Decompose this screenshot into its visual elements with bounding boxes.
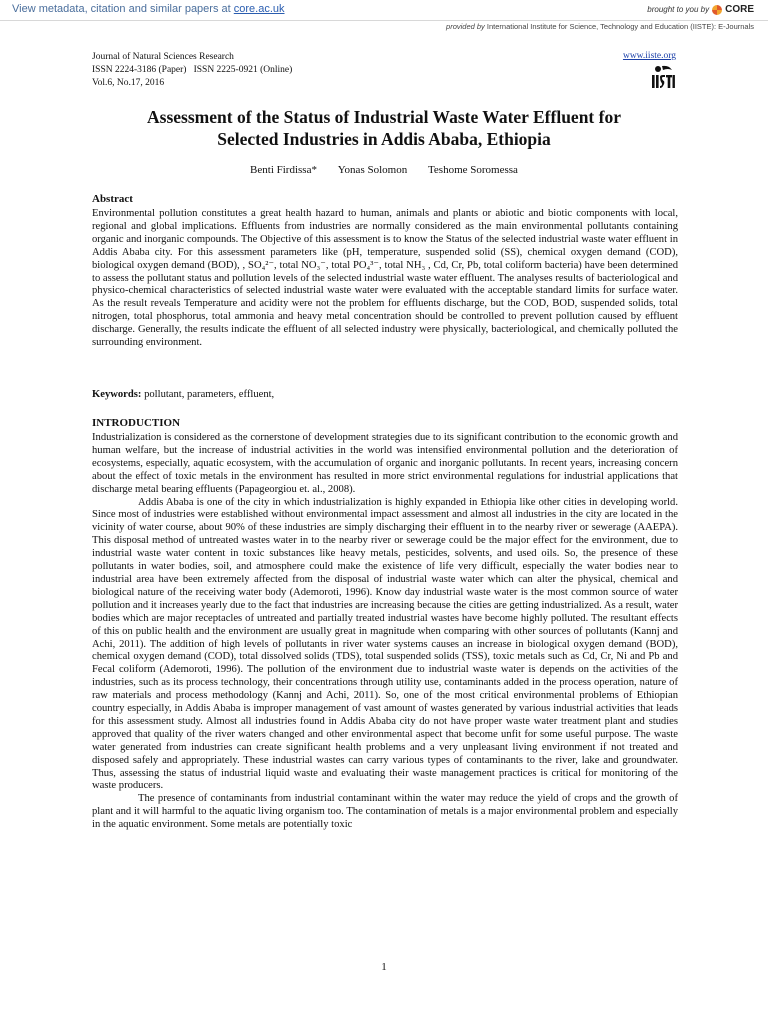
author-3: Teshome Soromessa bbox=[427, 164, 518, 176]
abstract-body: Environmental pollution constitutes a great health hazard to human, animals and plants or abiotic and biotic components with local, regional and global implications. Effluents from industries are normally considered as the main environmental pollutants containing organic and inorganic compounds. The Objective of this assessment is to know the Status of the selected industrial waste water effluent in Addis Ababa city. For this assessment parameters like (pH, temperature, suspended solid (SS), chemical oxygen demand (COD), biological oxygen demand (BOD), , SO₄²⁻, total NO₃⁻, total PO₄³⁻, total NH₃ , Cd, Cr, Pb, total coliform bacteria) have been determined to assess the pollutant status and pollution levels of the selected industrial waste water effluent. The analyses results of bacteriological and physico-chemical characteristics of selected industrial waste water were evaluated with the acceptable standard limits for surface water. As the result reveals Temperature and acidity were not the problem for effluents discharge, but the COD, BOD, suspended solids, total nitrogen, total phosphorus, total ammonia and heavy metal concentration should be controlled to prevent pollution caused by effluent discharge. Generally, the results indicate the effluent of all selected industry were physically, bacteriological, and chemically polluted the surrounding environment. bbox=[92, 208, 678, 349]
provider-prefix: provided by bbox=[446, 22, 485, 31]
intro-paragraph-1: Industrialization is considered as the cornerstone of development strategies due to its significant contribution to the economic growth and human welfare, but the increase of industrial activities in the world was intensified environmental pollution and the deterioration of ecosystems, especially, aquatic ecosystem, with the accumulation of organic and inorganic pollutants. In recent years, increasing concern about the effect of toxic metals in the environment has resulted in more strict environmental regulations for industrial applications that discharge metal bearing effluents (Papageorgiou et. al., 2008). bbox=[92, 432, 678, 495]
provider-name: International Institute for Science, Technology and Education (IISTE): E-Journals bbox=[486, 22, 754, 31]
keywords-label: Keywords: bbox=[92, 389, 142, 400]
paper-title-line1: Assessment of the Status of Industrial Waste Water Effluent for bbox=[147, 107, 621, 127]
introduction-body bbox=[92, 432, 678, 832]
intro-paragraph-3: The presence of contaminants from industrial contaminant within the water may reduce the yield of crops and the growth of plant and it will harmful to the aquatic living organism too. The contamination of metals is a major environmental problem and especially in the aquatic environment. Some metals are potentially toxic bbox=[92, 793, 678, 831]
journal-website-link[interactable]: www.iiste.org bbox=[622, 51, 676, 61]
core-brand[interactable] bbox=[647, 4, 754, 15]
core-brought-text: brought to you by bbox=[647, 5, 710, 14]
journal-issn: ISSN 2224-3186 (Paper) ISSN 2225-0921 (Online) bbox=[92, 65, 293, 76]
page-number: 1 bbox=[381, 961, 387, 973]
introduction-heading: INTRODUCTION bbox=[92, 417, 181, 429]
provider-bar bbox=[0, 21, 768, 33]
core-link[interactable]: core.ac.uk bbox=[233, 3, 285, 15]
author-2: Yonas Solomon bbox=[337, 164, 408, 176]
author-1: Benti Firdissa* bbox=[250, 164, 317, 176]
abstract-heading: Abstract bbox=[92, 193, 133, 205]
paper-title bbox=[80, 106, 688, 150]
core-metadata-notice bbox=[12, 3, 285, 15]
iiste-logo bbox=[650, 64, 676, 90]
keywords-values: pollutant, parameters, effluent, bbox=[141, 389, 275, 400]
intro-paragraph-2: Addis Ababa is one of the city in which industrialization is highly expanded in Ethiopia like other cities in developing world. Since most of industries were established without environmental impact assessment and almost all industries in the city are located in the vicinity of water course, about 90% of these industries are simply discharging their effluent in to the nearby river or sewerage (AAEPA). This disposal method of untreated wastes water in to the nearby river or sewerage could be the major effect for the environment, due to industrial waste water content in toxic substances like heavy metals, pesticides, solvents, and used oils. So, the presence of these pollutants in water bodies, soil, and atmosphere could make the existence of life very difficult, especially the water bodies near to industrial area have been extremely affected from the disposal of industrial waste water which can alter the physical, chemical and biological nature of the receiving water body (Ademoroti, 1996). Know day industrial waste water is the most common source of water pollution and it increases yearly due to the fact that industries are increasing because the cities are getting industrialized. As a result, water bodies which are major receptacles of untreated and partially treated industrial wastes have become highly polluted. The resultant effects of this on public health and the environment are usually great in magnitude when comparing with other sources of pollutants (Kannj and Achi, 2011). The addition of high levels of pollutants in river water systems causes an increase in biological oxygen demand (BOD), chemical oxygen demand (COD), total dissolved solids (TDS), total suspended solids (TSS), toxic metals such as Cd, Cr, Ni and Pb and Fecal coliform (Ademoroti, 1996). The pollution of the environment due to industrial waste water is depends on the activities of the industries, such as its process technology, their concentrations through utility use, contaminants added in the process operation, nature of raw materials and process methodology (Kannj and Achi, 2011). So, one of the most critical environmental problems of Ethiopian country especially, in Addis Ababa is improper management of vast amount of wastes generated by various industrial activities that leads for this assessment study. Almost all industries found in Addis Ababa city do not have proper waste water treatment plant and studies approved that quality of the river waters changed and other environmental aspect that become unfit for some useful purpose. The waste water generated from industries can create significant health problems and a very unpleasant living environment if not treated and disposed safely and appropriately. These industrial wastes can carry various types of contaminants to the river, lake and groundwater. Thus, assessing the status of industrial liquid waste and evaluating their waste management practices is critical for monitoring of the waste producers. bbox=[92, 496, 678, 792]
author-list bbox=[80, 164, 688, 176]
core-logo-icon bbox=[712, 5, 722, 15]
journal-volume: Vol.6, No.17, 2016 bbox=[92, 78, 165, 89]
paper-title-line2: Selected Industries in Addis Ababa, Ethiopia bbox=[217, 129, 551, 149]
journal-website-block bbox=[623, 51, 676, 61]
core-logo-text: CORE bbox=[725, 4, 754, 15]
journal-info bbox=[92, 51, 292, 91]
core-banner bbox=[0, 0, 768, 21]
core-metadata-text: View metadata, citation and similar papers at bbox=[12, 3, 231, 15]
keywords-line bbox=[92, 389, 274, 400]
provider-text[interactable] bbox=[446, 22, 754, 31]
journal-name: Journal of Natural Sciences Research bbox=[92, 52, 234, 62]
